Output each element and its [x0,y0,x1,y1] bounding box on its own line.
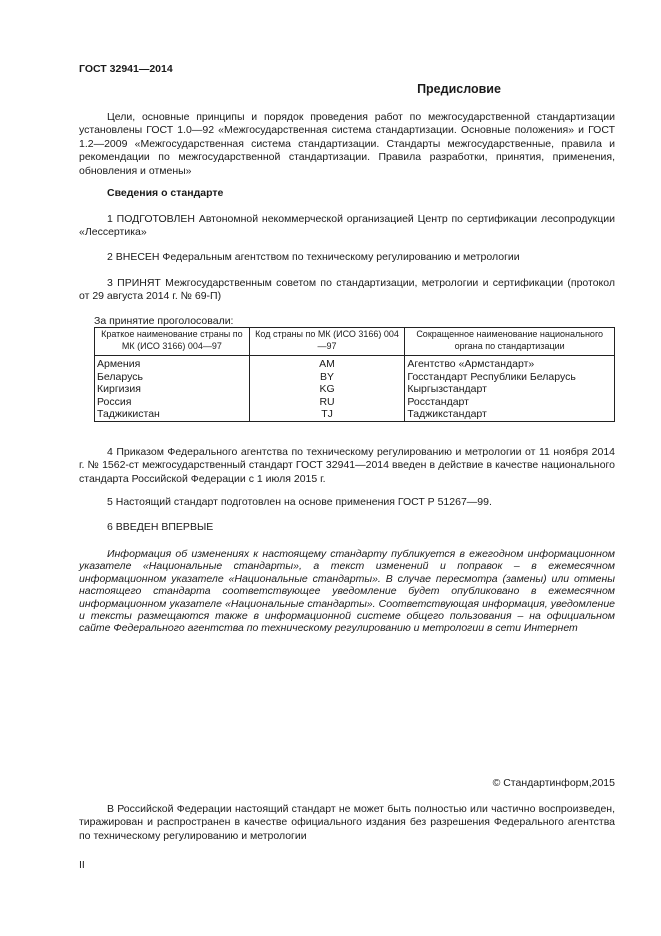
body-cell: Госстандарт Республики Беларусь [405,371,615,384]
code-cell: RU [249,396,405,409]
info-heading: Сведения о стандарте [107,187,224,199]
code-cell: KG [249,383,405,396]
header-body: Сокращенное наименование национального органа по стандартизации [405,328,615,356]
country-cell: Армения [95,356,250,371]
body-cell: Таджикстандарт [405,408,615,421]
preface-title: Предисловие [417,82,501,96]
country-cell: Беларусь [95,371,250,384]
vote-label: За принятие проголосовали: [94,315,234,327]
item-basis: 5 Настоящий стандарт подготовлен на основе применения ГОСТ Р 51267—99. [107,496,492,508]
header-code: Код страны по МК (ИСО 3166) 004—97 [249,328,405,356]
table-row [95,356,615,371]
table-row [95,371,615,384]
table-row [95,408,615,421]
changes-notice: Информация об изменениях к настоящему стандарту публикуется в ежегодном информационном указателе «Национальные стандарты», а текст изменений и поправок – в ежемесячном информационном указателе «Национальные стандарты». В случае пересмотра (замены) или отмены настоящего стандарта соответствующее уведомление будет опубликовано в ежемесячном информационном указателе «Национальные стандарты». Соответствующая информация, уведомление и тексты размещаются также в информационной системе общего пользования – на официальном сайте Федерального агентства по техническому регулированию и метрологии в сети Интернет [79,548,615,635]
item-introduced: 2 ВНЕСЕН Федеральным агентством по техническому регулированию и метрологии [107,251,520,263]
body-cell: Кыргызстандарт [405,383,615,396]
country-cell: Россия [95,396,250,409]
body-cell: Агентство «Армстандарт» [405,356,615,371]
country-cell: Киргизия [95,383,250,396]
page-title [79,82,615,96]
item-order: 4 Приказом Федерального агентства по техническому регулированию и метрологии от 11 ноября 2014 г. № 1562-ст межгосударственный стандарт ГОСТ 32941—2014 введен в действие в качестве национального стандарта Российской Федерации с 1 июля 2015 г. [79,446,615,485]
item-first-introduced: 6 ВВЕДЕН ВПЕРВЫЕ [107,521,214,533]
copyright: © Стандартинформ,2015 [492,777,615,789]
standard-header: ГОСТ 32941—2014 [79,63,173,75]
country-cell: Таджикистан [95,408,250,421]
item-adopted: 3 ПРИНЯТ Межгосударственным советом по стандартизации, метрологии и сертификации (протокол от 29 августа 2014 г. № 69-П) [79,277,615,303]
body-cell: Росстандарт [405,396,615,409]
item-prepared: 1 ПОДГОТОВЛЕН Автономной некоммерческой организацией Центр по сертификации лесопродукции «Лессертика» [79,213,615,239]
table-row [95,383,615,396]
intro-paragraph: Цели, основные принципы и порядок проведения работ по межгосударственной стандартизации установлены ГОСТ 1.0—92 «Межгосударственная система стандартизации. Основные положения» и ГОСТ 1.2—2009 «Межгосударственная система стандартизации. Стандарты межгосударственные, правила и рекомендации по межгосударственной стандартизации. Правила разработки, принятия, применения, обновления и отмены» [79,111,615,177]
voting-table [94,327,615,422]
table-header-row [95,328,615,356]
page-number: II [79,859,85,871]
code-cell: BY [249,371,405,384]
code-cell: AM [249,356,405,371]
table-row [95,396,615,409]
rights-notice: В Российской Федерации настоящий стандарт не может быть полностью или частично воспроизведен, тиражирован и распространен в качестве официального издания без разрешения Федерального агентства по техническому регулированию и метрологии [79,803,615,842]
header-country: Краткое наименование страны по МК (ИСО 3166) 004—97 [95,328,250,356]
code-cell: TJ [249,408,405,421]
